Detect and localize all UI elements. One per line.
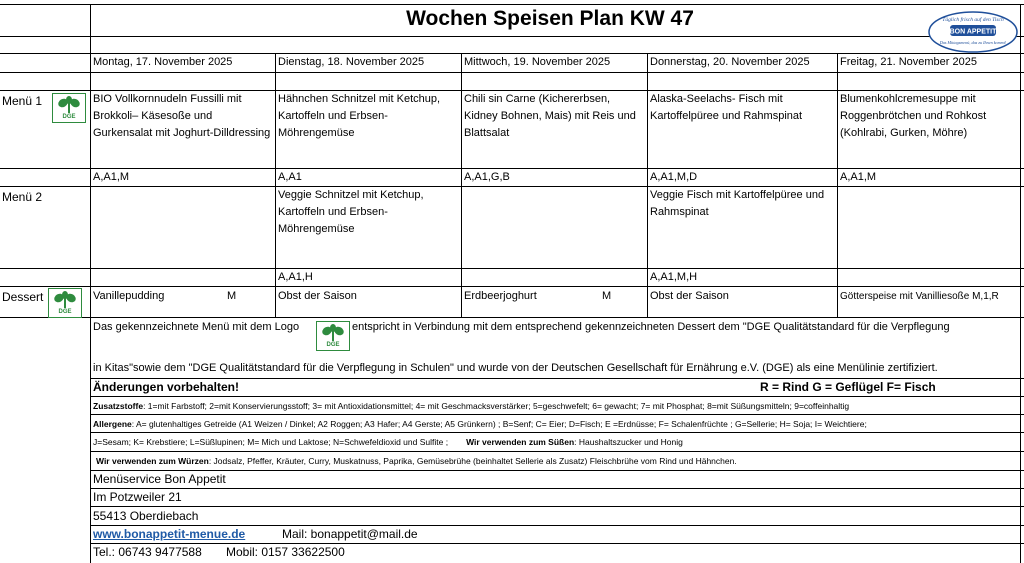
logo-text-bottom: Das Mittagsmenü, das zu Ihnen kommt! bbox=[939, 40, 1007, 45]
menu1-dish-thursday: Alaska-Seelachs- Fisch mit Kartoffelpüree und Rahmspinat bbox=[650, 93, 803, 122]
dessert-friday: Götterspeise mit Vanilliesoße M,1,R bbox=[840, 291, 999, 302]
logo-brand: BON APPETIT bbox=[949, 28, 997, 36]
dge-logo-text: DGE bbox=[62, 114, 76, 120]
company-mail: Mail: bonappetit@mail.de bbox=[282, 527, 418, 541]
spices-info bbox=[96, 453, 737, 470]
day-header-friday: Freitag, 21. November 2025 bbox=[840, 56, 977, 68]
bon-appetit-logo bbox=[926, 10, 1020, 54]
grid-line bbox=[90, 396, 1024, 397]
allergens-info-line1 bbox=[93, 416, 867, 433]
allergens-text-line2: J=Sesam; K= Krebstiere; L=Süßlupinen; M= Mich und Laktose; N=Schwefeldioxid und Sulfite ; bbox=[93, 437, 449, 447]
grid-line bbox=[1020, 4, 1021, 563]
dessert-tuesday: Obst der Saison bbox=[278, 290, 357, 302]
grid-line bbox=[90, 488, 1024, 489]
menu1-dish-wednesday: Chili sin Carne (Kichererbsen, Kidney Bohnen, Mais) mit Reis und Blattsalat bbox=[464, 93, 636, 139]
day-header-thursday: Donnerstag, 20. November 2025 bbox=[650, 56, 810, 68]
grid-line bbox=[647, 53, 648, 317]
dge-logo bbox=[48, 288, 82, 318]
sweetener-label: Wir verwenden zum Süßen bbox=[466, 437, 575, 447]
menu1-allergens-thursday: A,A1,M,D bbox=[650, 171, 698, 183]
company-phone: Tel.: 06743 9477588 bbox=[93, 545, 202, 559]
grid-line bbox=[0, 72, 1024, 73]
allergens-label: Allergene bbox=[93, 419, 132, 429]
company-name: Menüservice Bon Appetit bbox=[93, 472, 226, 486]
spices-text: : Jodsalz, Pfeffer, Kräuter, Curry, Muskatnuss, Paprika, Gemüsebrühe (beinhaltet Sellerie als Zusatz) Fleischbrühe vom Rind und Hähnchen. bbox=[208, 456, 737, 466]
additives-info bbox=[93, 398, 849, 415]
grid-line bbox=[0, 317, 1024, 318]
grid-line bbox=[90, 470, 1024, 471]
dessert-wednesday: Erdbeerjoghurt bbox=[464, 290, 537, 302]
dessert-wednesday-code: M bbox=[602, 290, 612, 302]
grid-line bbox=[837, 53, 838, 317]
grid-line bbox=[90, 451, 1024, 452]
grid-line bbox=[90, 506, 1024, 507]
company-street: Im Potzweiler 21 bbox=[93, 490, 182, 504]
dessert-monday-code: M bbox=[227, 290, 237, 302]
logo-text-top: Täglich frisch auf den Tisch bbox=[942, 17, 1004, 23]
dge-logo bbox=[316, 321, 350, 351]
meat-legend: R = Rind G = Geflügel F= Fisch bbox=[760, 380, 936, 394]
additives-text: : 1=mit Farbstoff; 2=mit Konservierungsstoff; 3= mit Antioxidationsmittel; 4= mit Geschmacksverstärker; 5=geschwefelt; 6= gewacht; 7= mit Phosphat; 8=mit Süßungsmitteln; 9=coffeinhaltig bbox=[143, 401, 850, 411]
menu2-allergens-thursday: A,A1,M,H bbox=[650, 271, 698, 283]
dessert-label: Dessert bbox=[2, 290, 44, 304]
menu1-dish-monday: BIO Vollkornnudeln Fussilli mit Brokkoli– Käsesoße und Gurkensalat mit Joghurt-Dilldressing bbox=[93, 93, 271, 139]
grid-line bbox=[0, 268, 1024, 269]
dge-note-line1-end: entspricht in Verbindung mit dem entsprechend gekennzeichneten Dessert dem "DGE Qualitätstandard für die Verpflegung bbox=[352, 321, 950, 333]
day-header-monday: Montag, 17. November 2025 bbox=[93, 56, 233, 68]
dge-logo-text: DGE bbox=[58, 309, 72, 315]
dessert-thursday: Obst der Saison bbox=[650, 290, 729, 302]
grid-line bbox=[90, 4, 91, 563]
page-title: Wochen Speisen Plan KW 47 bbox=[406, 7, 694, 30]
menu1-allergens-tuesday: A,A1 bbox=[278, 171, 302, 183]
dge-logo bbox=[52, 93, 86, 123]
menu1-dish-friday: Blumenkohlcremesuppe mit Roggenbrötchen und Rohkost (Kohlrabi, Gurken, Möhre) bbox=[840, 93, 987, 139]
day-header-tuesday: Dienstag, 18. November 2025 bbox=[278, 56, 425, 68]
menu1-allergens-friday: A,A1,M bbox=[840, 171, 877, 183]
menu1-allergens-monday: A,A1,M bbox=[93, 171, 130, 183]
menu2-dish-tuesday: Veggie Schnitzel mit Ketchup, Kartoffeln und Erbsen-Möhrengemüse bbox=[278, 189, 424, 235]
sweetener-text: : Haushaltszucker und Honig bbox=[574, 437, 683, 447]
grid-line bbox=[0, 36, 1024, 37]
dge-note-line2: in Kitas"sowie dem "DGE Qualitätstandard für die Verpflegung in Schulen" und wurde von der Deutschen Gesellschaft für Ernährung e.V. (DGE) als eine Menülinie zertifiziert. bbox=[93, 362, 938, 374]
company-mobile: Mobil: 0157 33622500 bbox=[226, 545, 345, 559]
menu1-dish-tuesday: Hähnchen Schnitzel mit Ketchup, Kartoffeln und Erbsen-Möhrengemüse bbox=[278, 93, 441, 139]
day-header-wednesday: Mittwoch, 19. November 2025 bbox=[464, 56, 611, 68]
grid-line bbox=[461, 53, 462, 317]
grid-line bbox=[0, 286, 1024, 287]
dessert-monday: Vanillepudding bbox=[93, 290, 165, 302]
grid-line bbox=[0, 186, 1024, 187]
company-city: 55413 Oberdiebach bbox=[93, 509, 199, 523]
menu2-label: Menü 2 bbox=[2, 190, 43, 204]
additives-label: Zusatzstoffe bbox=[93, 401, 144, 411]
allergens-text-line1: : A= glutenhaltiges Getreide (A1 Weizen / Dinkel; A2 Roggen; A3 Hafer; A4 Gerste; A5 Grünkern) ; B=Senf; C= Eier; D=Fisch; E =Erdnüsse; F= Schalenfrüchte ; G=Sellerie; H= Soja; I= Weichtiere; bbox=[131, 419, 867, 429]
dge-logo-text: DGE bbox=[326, 342, 340, 348]
menu1-label: Menü 1 bbox=[2, 94, 43, 108]
dge-note-line1-start: Das gekennzeichnete Menü mit dem Logo bbox=[93, 321, 300, 333]
allergens-info-line2 bbox=[93, 434, 683, 451]
menu1-allergens-wednesday: A,A1,G,B bbox=[464, 171, 510, 183]
grid-line bbox=[275, 53, 276, 317]
changes-notice: Änderungen vorbehalten! bbox=[93, 380, 240, 394]
menu2-dish-thursday: Veggie Fisch mit Kartoffelpüree und Rahmspinat bbox=[650, 189, 825, 218]
website-link[interactable]: www.bonappetit-menue.de bbox=[93, 527, 246, 541]
spices-label: Wir verwenden zum Würzen bbox=[96, 456, 209, 466]
menu2-allergens-tuesday: A,A1,H bbox=[278, 271, 313, 283]
